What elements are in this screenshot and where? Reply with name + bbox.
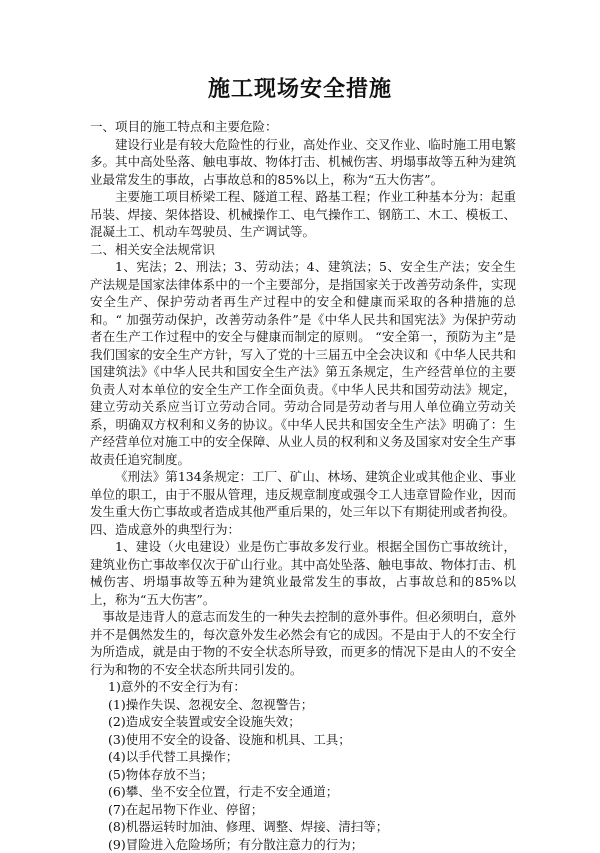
list-item: (3)使用不安全的设备、设施和机具、工具；	[90, 731, 516, 749]
list-item: (7)在起吊物下作业、停留；	[90, 801, 516, 819]
paragraph: 建设行业是有较大危险性的行业，高处作业、交叉作业、临时施工用电繁多。其中高处坠落、触电事故、物体打击、机械伤害、坍塌事故等五种为建筑业最常发生的事故，占事故总和的85%以上，称为“五大伤害”。	[90, 136, 516, 189]
list-item: (6)攀、坐不安全位置，行走不安全通道；	[90, 783, 516, 801]
section-heading-1: 一、项目的施工特点和主要危险：	[90, 118, 516, 136]
list-item: (4)以手代替工具操作；	[90, 748, 516, 766]
list-item: (9)冒险进入危险场所；有分散注意力的行为；	[90, 836, 516, 853]
list-subheading: 1)意外的不安全行为有：	[90, 678, 516, 696]
list-item: (8)机器运转时加油、修理、调整、焊接、清扫等；	[90, 818, 516, 836]
list-item: (1)操作失误、忽视安全、忽视警告；	[90, 696, 516, 714]
page-title: 施工现场安全措施	[0, 76, 600, 102]
paragraph: 1、宪法；2、刑法；3、劳动法；4、建筑法；5、安全生产法；安全生产法规是国家法律体系中的一个主要部分，是指国家关于改善劳动条件，实现安全生产、保护劳动者再生产过程中的安全和健康而采取的各种措施的总和。“ 加强劳动保护，改善劳动条件”是《中华人民共和国宪法》为保护劳动者在生产工作过程中的安全与健康而制定的原则。 “安全第一，预防为主”是我们国家的安全生产方针，写入了党的十三届五中全会决议和《中华人民共和国建筑法》《中华人民共和国安全生产法》第五条规定，生产经营单位的主要负责人对本单位的安全生产工作全面负责。《中华人民共和国劳动法》规定，建立劳动关系应当订立劳动合同。劳动合同是劳动者与用人单位确立劳动关系，明确双方权利和义务的协议。《中华人民共和国安全生产法》明确了：生产经营单位对施工中的安全保障、从业人员的权利和义务及国家对安全生产事故责任追究制度。	[90, 258, 516, 468]
paragraph: 主要施工项目桥梁工程、隧道工程、路基工程；作业工种基本分为：起重吊装、焊接、架体搭设、机械操作工、电气操作工、钢筋工、木工、模板工、混凝土工、机动车驾驶员、生产调试等。	[90, 188, 516, 241]
paragraph: 《刑法》第134条规定：工厂、矿山、林场、建筑企业或其他企业、事业单位的职工，由于不服从管理，违反规章制度或强令工人违章冒险作业，因而发生重大伤亡事故或者造成其他严重后果的，处三年以下有期徒刑或者拘役。	[90, 468, 516, 521]
section-heading-4: 四、造成意外的典型行为：	[90, 521, 516, 539]
section-heading-2: 二、相关安全法规常识	[90, 241, 516, 259]
paragraph: 事故是违背人的意志而发生的一种失去控制的意外事件。但必须明白，意外并不是偶然发生的，每次意外发生必然会有它的成因。不是由于人的不安全行为所造成，就是由于物的不安全状态所导致，而更多的情况下是由人的不安全行为和物的不安全状态所共同引发的。	[90, 608, 516, 678]
document-body	[90, 118, 516, 853]
list-item: (2)造成安全装置或安全设施失效；	[90, 713, 516, 731]
paragraph: 1、建设（火电建设）业是伤亡事故多发行业。根据全国伤亡事故统计，建筑业伤亡事故率仅次于矿山行业。其中高处坠落、触电事故、物体打击、机械伤害、坍塌事故等五种为建筑业最常发生的事故，占事故总和的85%以上，称为“五大伤害”。	[90, 538, 516, 608]
list-item: (5)物体存放不当；	[90, 766, 516, 784]
